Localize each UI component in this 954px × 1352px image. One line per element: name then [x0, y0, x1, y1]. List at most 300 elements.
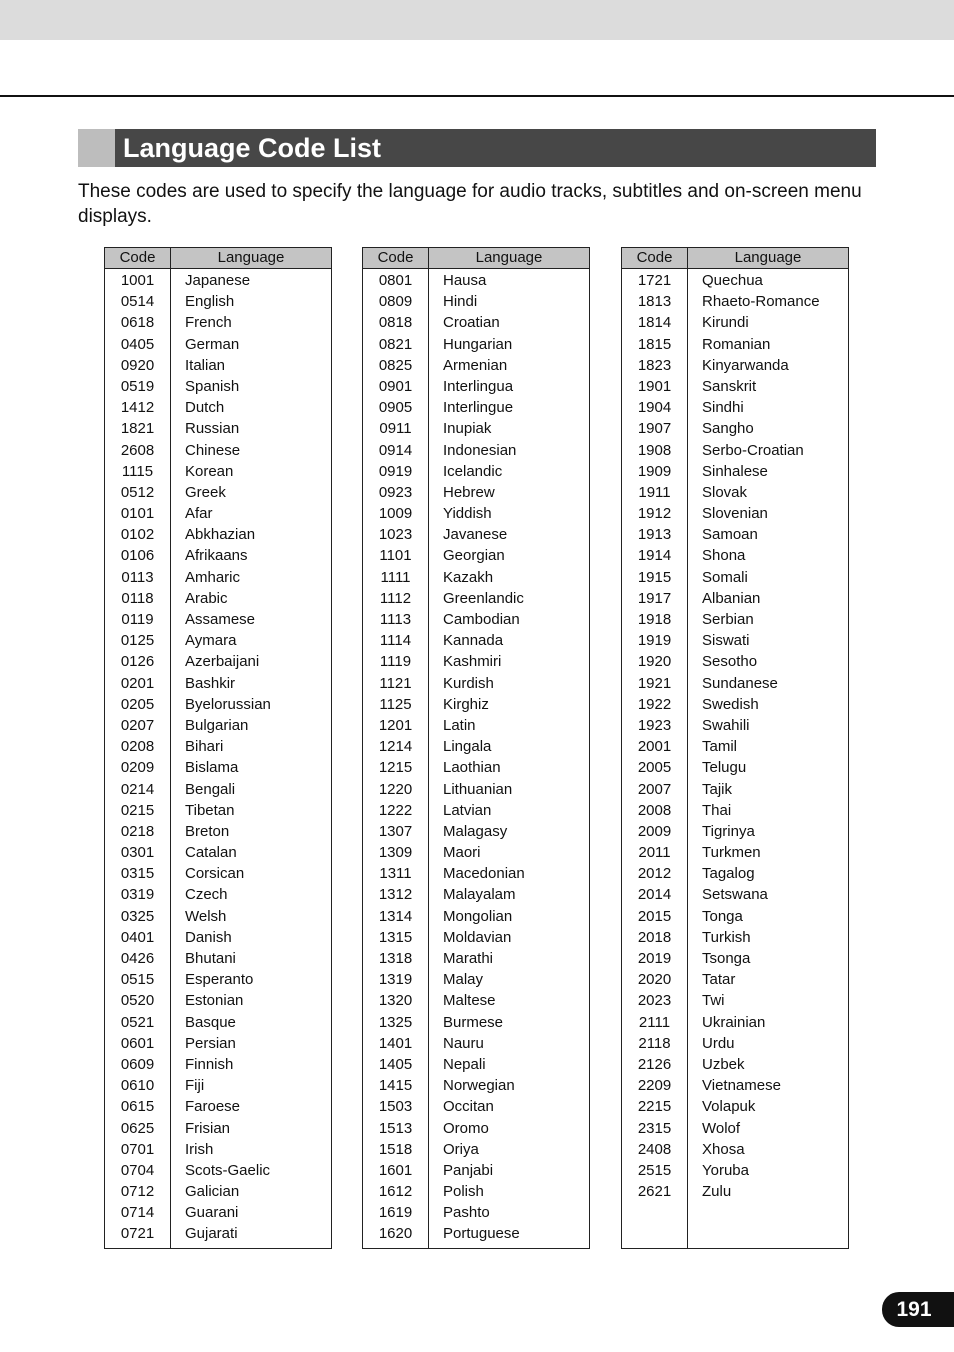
- table-row: [363, 1033, 589, 1054]
- language-name: Portuguese: [443, 1225, 520, 1243]
- language-name: Esperanto: [185, 971, 254, 989]
- table-row: [363, 1096, 589, 1117]
- table-row: [363, 673, 589, 694]
- table-rows: [363, 269, 589, 1245]
- language-name: Sinhalese: [702, 462, 768, 480]
- table-row: [105, 376, 331, 397]
- language-name: Arabic: [185, 589, 228, 607]
- table-row: [622, 482, 848, 503]
- language-name: Volapuk: [702, 1098, 756, 1116]
- table-row: [363, 948, 589, 969]
- table-row: [363, 842, 589, 863]
- language-code: 2018: [637, 928, 672, 946]
- table-row: [622, 863, 848, 884]
- language-name: Rhaeto-Romance: [702, 293, 820, 311]
- table-row: [622, 906, 848, 927]
- language-name: Javanese: [443, 526, 508, 544]
- language-code: 1001: [120, 272, 155, 289]
- language-code: 1620: [378, 1225, 413, 1243]
- language-name: Basque: [185, 1013, 236, 1031]
- language-name: Maltese: [443, 992, 496, 1010]
- language-name: Malagasy: [443, 822, 508, 840]
- table-row: [105, 1096, 331, 1117]
- language-name: French: [185, 314, 232, 332]
- language-code: 1917: [637, 589, 672, 607]
- language-code: 1921: [637, 674, 672, 692]
- language-code: 0405: [120, 335, 155, 353]
- language-code: 0818: [378, 314, 413, 332]
- language-name: Malayalam: [443, 886, 516, 904]
- language-code: 2005: [637, 759, 672, 777]
- language-name: Lithuanian: [443, 780, 513, 798]
- language-code: 0113: [121, 568, 154, 586]
- language-name: Kazakh: [443, 568, 494, 586]
- language-name: Tigrinya: [702, 822, 755, 840]
- table-row: [622, 1096, 848, 1117]
- language-name: Latvian: [443, 801, 492, 819]
- language-code: 2020: [637, 971, 672, 989]
- table-row: [622, 1075, 848, 1096]
- table-row: [363, 1075, 589, 1096]
- language-name: Setswana: [702, 886, 768, 904]
- language-code: 0207: [120, 716, 155, 734]
- language-name: Pashto: [443, 1204, 490, 1222]
- language-code: 1222: [378, 801, 413, 819]
- language-name: Mongolian: [443, 907, 513, 925]
- language-name: Burmese: [443, 1013, 504, 1031]
- table-row: [363, 355, 589, 376]
- language-code: 2118: [638, 1034, 671, 1052]
- table-row: [622, 630, 848, 651]
- header-language: Language: [217, 249, 285, 266]
- table-header: [363, 248, 589, 269]
- language-name: Occitan: [443, 1098, 494, 1116]
- table-row: [622, 567, 848, 588]
- language-code: 0218: [120, 822, 155, 840]
- language-name: Siswati: [702, 632, 750, 650]
- table-row: [622, 800, 848, 821]
- language-code: 0914: [378, 441, 413, 459]
- language-code: 0119: [121, 611, 154, 628]
- header-code: Code: [105, 248, 171, 268]
- language-code: 0919: [378, 462, 413, 480]
- language-name: Tamil: [702, 738, 738, 756]
- table-rows: [622, 269, 848, 1202]
- language-code: 1823: [637, 356, 672, 374]
- language-code: 2009: [637, 822, 672, 840]
- language-code: 1119: [379, 653, 412, 671]
- language-name: Interlingue: [443, 399, 514, 417]
- language-code: 0618: [120, 314, 155, 332]
- language-name: Macedonian: [443, 865, 525, 883]
- language-code: 1320: [378, 992, 413, 1010]
- table-row: [363, 715, 589, 736]
- table-row: [622, 524, 848, 545]
- table-row: [363, 609, 589, 630]
- table-row: [363, 969, 589, 990]
- language-code: 1915: [637, 568, 672, 586]
- language-code: 1023: [378, 526, 413, 544]
- language-name: Hungarian: [443, 335, 513, 353]
- language-name: Greenlandic: [443, 589, 524, 607]
- language-name: Samoan: [702, 526, 758, 544]
- language-code: 1009: [378, 505, 413, 523]
- table-row: [363, 1054, 589, 1075]
- language-name: Korean: [185, 462, 234, 480]
- column-divider: [687, 248, 688, 1248]
- table-row: [363, 1118, 589, 1139]
- language-code: 0704: [120, 1161, 155, 1179]
- language-code: 2408: [637, 1140, 672, 1158]
- table-row: [105, 270, 331, 291]
- column-divider: [428, 248, 429, 1248]
- table-row: [622, 757, 848, 778]
- table-row: [105, 291, 331, 312]
- language-code: 1914: [637, 547, 672, 565]
- table-row: [363, 482, 589, 503]
- language-name: Azerbaijani: [185, 653, 260, 671]
- language-name: Bislama: [185, 759, 239, 777]
- language-name: Gujarati: [185, 1225, 238, 1243]
- language-code: 0712: [120, 1183, 155, 1201]
- language-name: Cambodian: [443, 611, 520, 628]
- language-code: 1415: [378, 1077, 413, 1095]
- table-row: [622, 1118, 848, 1139]
- table-row: [105, 715, 331, 736]
- language-code: 0610: [120, 1077, 155, 1095]
- language-code: 0801: [378, 272, 413, 289]
- table-row: [622, 969, 848, 990]
- language-name: Nauru: [443, 1034, 484, 1052]
- table-row: [622, 440, 848, 461]
- table-row: [363, 779, 589, 800]
- language-name: Russian: [185, 420, 240, 438]
- table-row: [105, 800, 331, 821]
- language-code: 0125: [120, 632, 155, 650]
- table-row: [363, 291, 589, 312]
- table-row: [105, 694, 331, 715]
- language-code: 1908: [637, 441, 672, 459]
- table-row: [105, 461, 331, 482]
- language-name: Swahili: [702, 716, 750, 734]
- language-name: Oromo: [443, 1119, 489, 1137]
- table-row: [622, 270, 848, 291]
- language-code: 0714: [120, 1204, 155, 1222]
- language-code: 1814: [637, 314, 672, 332]
- table-row: [622, 651, 848, 672]
- language-code: 0514: [120, 293, 155, 311]
- table-row: [363, 461, 589, 482]
- language-code: 1401: [378, 1034, 413, 1052]
- language-code: 1503: [378, 1098, 413, 1116]
- language-code: 2019: [637, 950, 672, 967]
- language-code: 0825: [378, 356, 413, 374]
- table-row: [105, 1202, 331, 1223]
- language-name: Italian: [185, 356, 226, 374]
- table-row: [622, 1160, 848, 1181]
- language-name: Afrikaans: [185, 547, 248, 565]
- table-header: [622, 248, 848, 269]
- language-name: Indonesian: [443, 441, 517, 459]
- language-name: Moldavian: [443, 928, 512, 946]
- language-code: 1125: [379, 695, 412, 713]
- language-code: 0923: [378, 483, 413, 501]
- table-row: [363, 376, 589, 397]
- language-name: Urdu: [702, 1034, 735, 1052]
- language-name: Uzbek: [702, 1055, 745, 1073]
- language-code: 1612: [378, 1183, 413, 1201]
- language-code: 0126: [120, 653, 155, 671]
- table-row: [622, 736, 848, 757]
- language-name: English: [185, 293, 235, 311]
- table-row: [363, 630, 589, 651]
- table-row: [622, 948, 848, 969]
- language-name: Greek: [185, 483, 226, 501]
- table-row: [622, 1033, 848, 1054]
- table-row: [622, 397, 848, 418]
- language-code: 1319: [378, 971, 413, 989]
- table-row: [622, 821, 848, 842]
- language-name: Estonian: [185, 992, 244, 1010]
- language-code: 1412: [120, 399, 155, 417]
- language-code: 1307: [378, 822, 413, 840]
- table-row: [363, 1160, 589, 1181]
- language-name: Bihari: [185, 738, 224, 756]
- table-row: [105, 736, 331, 757]
- intro-text: These codes are used to specify the language for audio tracks, subtitles and on-screen menu displays.: [78, 181, 862, 227]
- language-name: Serbo-Croatian: [702, 441, 804, 459]
- table-row: [363, 651, 589, 672]
- language-name: Kirghiz: [443, 695, 489, 713]
- table-row: [363, 588, 589, 609]
- language-code: 0102: [120, 526, 155, 544]
- language-code: 1405: [378, 1055, 413, 1073]
- table-row: [622, 418, 848, 439]
- table-row: [622, 545, 848, 566]
- language-name: Marathi: [443, 950, 494, 967]
- language-name: Wolof: [702, 1119, 741, 1137]
- title-bar: [78, 129, 876, 167]
- column-divider: [170, 248, 171, 1248]
- table-row: [363, 863, 589, 884]
- language-name: Albanian: [702, 589, 761, 607]
- table-row: [622, 291, 848, 312]
- language-code: 0519: [120, 377, 155, 395]
- table-row: [105, 334, 331, 355]
- language-code: 0512: [120, 483, 155, 501]
- table-row: [105, 312, 331, 333]
- language-name: Persian: [185, 1034, 236, 1052]
- table-row: [105, 355, 331, 376]
- table-row: [363, 270, 589, 291]
- table-row: [105, 609, 331, 630]
- table-row: [105, 821, 331, 842]
- language-name: Kurdish: [443, 674, 494, 692]
- language-code: 0301: [120, 844, 155, 862]
- language-name: Latin: [443, 716, 476, 734]
- language-name: Kashmiri: [443, 653, 502, 671]
- language-code: 0809: [378, 293, 413, 311]
- table-row: [363, 884, 589, 905]
- language-name: Thai: [702, 801, 732, 819]
- table-row: [105, 842, 331, 863]
- language-code: 1909: [637, 462, 672, 480]
- language-code: 2023: [637, 992, 672, 1010]
- language-name: Sangho: [702, 420, 754, 438]
- table-row: [363, 927, 589, 948]
- table-row: [105, 990, 331, 1011]
- language-name: Oriya: [443, 1140, 479, 1158]
- table-row: [622, 884, 848, 905]
- language-name: Twi: [702, 992, 725, 1010]
- table-row: [363, 736, 589, 757]
- language-code: 2215: [637, 1098, 672, 1116]
- language-code: 1312: [378, 886, 413, 904]
- language-name: Hindi: [443, 293, 478, 311]
- table-row: [363, 990, 589, 1011]
- language-name: Xhosa: [702, 1140, 745, 1158]
- table-row: [105, 482, 331, 503]
- language-code: 1904: [637, 399, 672, 417]
- table-row: [363, 1139, 589, 1160]
- table-row: [622, 927, 848, 948]
- language-code: 2315: [637, 1119, 672, 1137]
- table-row: [105, 1181, 331, 1202]
- table-row: [105, 630, 331, 651]
- language-name: Guarani: [185, 1204, 239, 1222]
- language-name: Tsonga: [702, 950, 751, 967]
- language-code: 1220: [378, 780, 413, 798]
- language-name: Byelorussian: [185, 695, 271, 713]
- language-code: 1815: [637, 335, 672, 353]
- table-row: [105, 779, 331, 800]
- table-row: [105, 673, 331, 694]
- language-name: Abkhazian: [185, 526, 256, 544]
- language-name: Shona: [702, 547, 746, 565]
- code-table-1: [104, 247, 332, 1249]
- table-row: [105, 969, 331, 990]
- language-code: 1318: [378, 950, 413, 967]
- language-name: Bulgarian: [185, 716, 249, 734]
- language-name: Romanian: [702, 335, 771, 353]
- language-code: 1601: [378, 1161, 413, 1179]
- language-code: 0821: [378, 335, 413, 353]
- language-name: Sundanese: [702, 674, 778, 692]
- language-code: 0625: [120, 1119, 155, 1137]
- language-code: 0101: [120, 505, 155, 523]
- language-name: Icelandic: [443, 462, 503, 480]
- language-code: 1115: [121, 462, 154, 480]
- table-row: [105, 1139, 331, 1160]
- language-name: Panjabi: [443, 1161, 494, 1179]
- language-code: 1721: [637, 272, 672, 289]
- language-code: 0118: [121, 589, 154, 607]
- table-row: [105, 397, 331, 418]
- language-code: 1111: [380, 568, 411, 586]
- table-row: [363, 1181, 589, 1202]
- language-code: 0426: [120, 950, 155, 967]
- language-name: Dutch: [185, 399, 225, 417]
- language-code: 0106: [120, 547, 155, 565]
- table-row: [363, 757, 589, 778]
- language-name: Aymara: [185, 632, 237, 650]
- language-code: 0325: [120, 907, 155, 925]
- language-name: Tajik: [702, 780, 733, 798]
- language-name: Sindhi: [702, 399, 744, 417]
- language-code: 0905: [378, 399, 413, 417]
- table-row: [105, 1075, 331, 1096]
- language-name: Bengali: [185, 780, 236, 798]
- language-code: 0901: [378, 377, 413, 395]
- language-name: Slovak: [702, 483, 748, 501]
- table-row: [105, 588, 331, 609]
- language-name: Hausa: [443, 272, 487, 289]
- table-row: [622, 1139, 848, 1160]
- language-name: Bhutani: [185, 950, 236, 967]
- language-name: Ukrainian: [702, 1013, 766, 1031]
- language-code: 0319: [120, 886, 155, 904]
- language-code: 0208: [120, 738, 155, 756]
- table-row: [363, 418, 589, 439]
- language-code: 1201: [378, 716, 413, 734]
- language-code: 0601: [120, 1034, 155, 1052]
- table-row: [105, 545, 331, 566]
- language-code: 1309: [378, 844, 413, 862]
- language-code: 2111: [638, 1013, 671, 1031]
- page-number: 191: [882, 1292, 954, 1327]
- language-name: Hebrew: [443, 483, 495, 501]
- language-name: Faroese: [185, 1098, 241, 1116]
- language-code: 1121: [379, 674, 412, 692]
- language-code: 0515: [120, 971, 155, 989]
- language-name: Nepali: [443, 1055, 486, 1073]
- language-name: Amharic: [185, 568, 241, 586]
- table-row: [363, 1202, 589, 1223]
- language-name: Telugu: [702, 759, 747, 777]
- language-code: 1113: [379, 611, 412, 628]
- language-name: Afar: [185, 505, 213, 523]
- language-code: 0315: [120, 865, 155, 883]
- table-row: [363, 694, 589, 715]
- language-name: Danish: [185, 928, 232, 946]
- language-code: 1311: [379, 865, 412, 883]
- language-name: Spanish: [185, 377, 240, 395]
- language-code: 2012: [637, 865, 672, 883]
- language-name: Interlingua: [443, 377, 514, 395]
- table-row: [105, 906, 331, 927]
- language-code: 1918: [637, 611, 672, 628]
- language-name: Georgian: [443, 547, 505, 565]
- language-code: 1114: [379, 632, 412, 650]
- language-name: Corsican: [185, 865, 245, 883]
- table-row: [105, 651, 331, 672]
- language-name: Japanese: [185, 272, 251, 289]
- language-code: 2001: [637, 738, 672, 756]
- header-code: Code: [363, 248, 429, 268]
- language-name: Czech: [185, 886, 228, 904]
- language-code: 0920: [120, 356, 155, 374]
- language-name: Irish: [185, 1140, 214, 1158]
- language-name: German: [185, 335, 240, 353]
- table-row: [363, 524, 589, 545]
- language-code: 1215: [378, 759, 413, 777]
- table-row: [363, 906, 589, 927]
- language-code: 1821: [120, 420, 155, 438]
- language-code: 0615: [120, 1098, 155, 1116]
- language-code: 1619: [378, 1204, 413, 1222]
- language-code: 1923: [637, 716, 672, 734]
- language-name: Serbian: [702, 611, 754, 628]
